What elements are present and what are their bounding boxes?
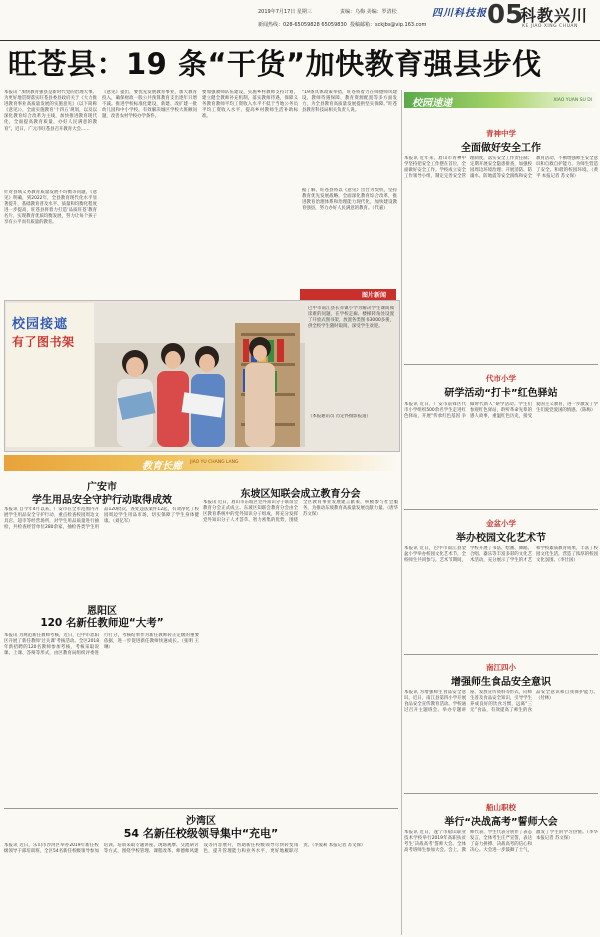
daishi-rule	[404, 364, 598, 365]
paper-logo: 四川科技报	[432, 8, 487, 19]
jinsheng-school: 金盆小学	[486, 519, 516, 528]
campus-label: 校园速递	[412, 98, 452, 109]
photo-caption: 巴中市南江县长赤镇小学为解决学生课间阅读难的问题，在学校走廊、楼梯转角处设置了开放式图书架，放置各类图书3000多册，供全校学生随时取阅，深受学生欢迎。	[308, 306, 394, 330]
qingshen-body: 本报讯 近年来，眉山市青神中学坚持把安全工作摆在首位，全面做好安全工作。学校成立安全工作领导小组，制定完善安全管理制度，落实安全工作责任制；定期开展安全隐患排查，加强校园周边环境治理；开展消防、防溺水、防地震等安全演练和安全教育活动，不断增强师生安全意识和自救自护能力，为师生营造了安全、和谐的校园环境。（黄平 本报记者 苏文保）	[404, 156, 598, 180]
shawan-rule	[4, 808, 398, 809]
right-column-divider	[401, 90, 402, 935]
enyang-title-2: 120 名新任教师迎“大考”	[40, 617, 164, 629]
section-bar-pinyin: JIAO YU CHANG LANG	[190, 460, 239, 465]
shawan-body: 本报讯 近日，乐山市沙湾区举办2019年新任校级领导干部培训班，全区54名新任校级领导参加培训。培训采取专题讲座、现场观摩、交流研讨等方式，围绕学校管理、课程改革、师德师风建设等内容展开，帮助新任校级领导尽快转变角色，提升管理能力和业务水平，更好地履职尽责。（李爱莉 本报记者 苏文保）	[4, 843, 366, 855]
dongpo-body: 本报讯 近日，眉山市东坡区党外知识分子联谊会教育分会正式成立。东坡区知联会教育分会由全区教育系统中的党外知识分子组成，将充分发挥党外知识分子人才荟萃、智力密集的优势，围绕全区教育事业发展建言献策，积极参与社会服务，为推动东坡教育高质量发展贡献力量。（唐华 苏文保）	[203, 500, 398, 524]
masthead-email: 投稿邮箱：sckjbs@vip.163.com	[350, 22, 427, 28]
nanjiang-body: 本报讯 为增强师生食品安全意识，近日，南江县第四小学开展食品安全宣传教育活动。学校通过召开主题班会、举办专题讲座、发放宣传资料等形式，向师生普及食品安全知识，引导学生养成良好的饮食习惯，远离“三无”食品，有效提高了师生的食品安全意识和自我保护能力。（付林）	[404, 690, 598, 714]
chuanshan-school: 船山职校	[486, 803, 516, 812]
campus-label-bar	[404, 92, 598, 108]
jinsheng-rule	[404, 509, 598, 510]
nanjiang-rule	[404, 654, 598, 655]
main-headline: 旺苍县：19 条“干货”加快教育强县步伐	[8, 47, 542, 81]
enyang-body: 本报讯 为规范新任教师考核，近日，巴中市恩阳区开展了新任教师‘过关课’考核活动。全区2018年新招聘的120名教师参加考核，考核采取说课、上课、答辩等形式，由区教育局组织评委进行打分，考核结果作为新任教师转正定级的重要依据，进一步促进新任教师快速成长。（张明 王琳）	[4, 633, 199, 657]
shawan-title-1: 沙湾区	[186, 816, 216, 827]
masthead-rule	[0, 40, 600, 41]
photo-sign-left	[6, 303, 94, 447]
nanjiang-school: 南江四小	[486, 663, 516, 672]
masthead-date: 2019年7月17日 星期三	[258, 9, 312, 15]
chuanshan-rule	[404, 793, 598, 794]
page-name: 科教兴川	[520, 6, 589, 25]
guangan-title-1: 广安市	[87, 482, 117, 493]
nanjiang-title: 增强师生食品安全意识	[451, 677, 551, 688]
lead-article-col4b: 据了解，旺苍县将以《意见》出台为契机，坚持教育优先发展战略，全面深化教育综合改革，推进教育治理体系和治理能力现代化，加快建设教育强县，努力办好人民满意的教育。（代嘉）	[302, 188, 397, 212]
section-bar-title: 教育长廊	[142, 461, 182, 472]
sign-line-2: 有了图书架	[12, 335, 75, 349]
lead-article-col1: 本报讯 “加快教育强县是新时代党的治理大事。为更好地贯彻落实旺苍县委县政府关于《大力推进教育事业高质量发展的实施意见》（以下简称《意见》），全面实施教育‘十四五’规划，以及以深化教育综合改革为主线，加快推进教育现代化，全面提高教育质量，办好人民满意的教育”。近日，广元市旺苍县召开教育大会……	[4, 90, 97, 132]
photo-news-label	[300, 289, 396, 300]
campus-label-pinyin: XIAO YUAN SU DI	[553, 98, 592, 103]
section-bar-education	[4, 455, 398, 471]
qingshen-school: 青神中学	[486, 129, 516, 138]
masthead-editor: 责编：乌梅 美编：罗清松	[340, 9, 397, 15]
page-number: 05	[487, 0, 524, 30]
qingshen-title: 全面做好安全工作	[461, 143, 541, 154]
daishi-title: 研学活动“打卡”红色驿站	[444, 388, 558, 399]
lead-article-col2: 《意见》提出，要优先发展教育事业，加大教育投入，确保财政一般公共预算教育支出逐年只增不减。推进学校标准化建设，新建、改扩建一批幼儿园和中小学校，有效解决城区学校大班额问题，改善农村学校办学条件。	[102, 90, 197, 120]
shawan-title-2: 54 名新任校级领导集中“充电”	[123, 827, 279, 840]
photo-news-label-text: 图片新闻	[361, 292, 386, 299]
guangan-title-2: 学生用品安全守护行动取得成效	[32, 495, 172, 506]
lead-article-col3: 要加强教师队伍建设，实施乡村教师支持计划，建立健全教师补充机制，落实教师待遇，保障义务教育教师平均工资收入水平不低于当地公务员平均工资收入水平，提高乡村教师生活补助标准。	[202, 90, 298, 120]
jinsheng-body: 本报讯 近日，巴中市南江县金盆小学举办校园文化艺术节，全校师生共同参与。艺术节期间，学校开展了书法、绘画、舞蹈、合唱、器乐等丰富多彩的文化艺术活动，充分展示了学生的才艺和学校素质教育成果，丰富了校园文化生活，营造了浓厚的校园文化氛围。（李仕国）	[404, 546, 598, 564]
chuanshan-title: 举行“决战高考”誓师大会	[444, 817, 558, 828]
guangan-body: 本报讯 自今年4月以来，广安市在全市范围内开展学生用品安全守护行动，重点检查校园周边文具店、超市等经营场所，对学生用品质量进行抽检，共检查经营单位280余家，抽检各类学生用品120批次，查处违法案件12起，有效净化了校园周边学生用品市场，切实保障了学生身体健康。（刘亿军）	[4, 507, 199, 531]
daishi-school: 代市小学	[486, 374, 516, 383]
photo-children-reading	[95, 303, 305, 447]
sign-line-1: 校园接遮	[12, 317, 69, 332]
masthead-phone: 新闻热线：028-65059828 65059830	[258, 22, 347, 28]
page-pinyin: KE JIAO XING CHUAN	[522, 24, 578, 29]
lead-article-col4a: “19条具体政策举措，旺苍将着力在师德师风建设、教师待遇保障、教育资源配置等多方面发力，为全县教育高质量发展提供坚实保障。”旺苍县教育科技局相关负责人说。	[302, 90, 397, 114]
masthead	[0, 0, 600, 42]
chuanshan-body: 本报讯 近日，遂宁市船山职业技术学校举行2019年高职扶贫考生‘决战高考’誓师大会。全体高考班师生参加大会。会上，教师代表、学生代表分别作了表态发言，全体考生庄严宣誓，表达了奋力拼搏、决战高考的信心和决心。大会进一步鼓舞了士气，激发了学生的学习热情。（李华 本报记者 苏文保）	[404, 830, 598, 854]
photo-credit: （本报通讯员 肖定怀摄影报道）	[308, 414, 371, 419]
enyang-title-1: 恩阳区	[87, 606, 117, 617]
daishi-body: 本报讯 近日，广安市前锋区代市小学组织500余名学生走进红色驿站，开展“传承红色基因 争做时代新人”研学活动。学生们参观红色驿站，聆听革命先辈的感人故事，重温红色历史，接受爱国主义教育，进一步激发了学生们爱党爱国的情感。（陈梅）	[404, 402, 598, 420]
jinsheng-title: 举办校园文化艺术节	[456, 533, 546, 544]
dongpo-title: 东坡区知联会成立教育分会	[240, 489, 361, 500]
lead-article-col1b: 针对县域义务教育质量发展不均衡等问题，《意见》明确，到2022年，全县教育现代化水平显著提升，基础教育普及水平、质量和均衡化程度进一步提高，旺苍县将着力打造‘品质旺苍’教育名片，实现教育优质均衡发展，努力让每个孩子享有公平而有质量的教育。	[4, 190, 97, 226]
